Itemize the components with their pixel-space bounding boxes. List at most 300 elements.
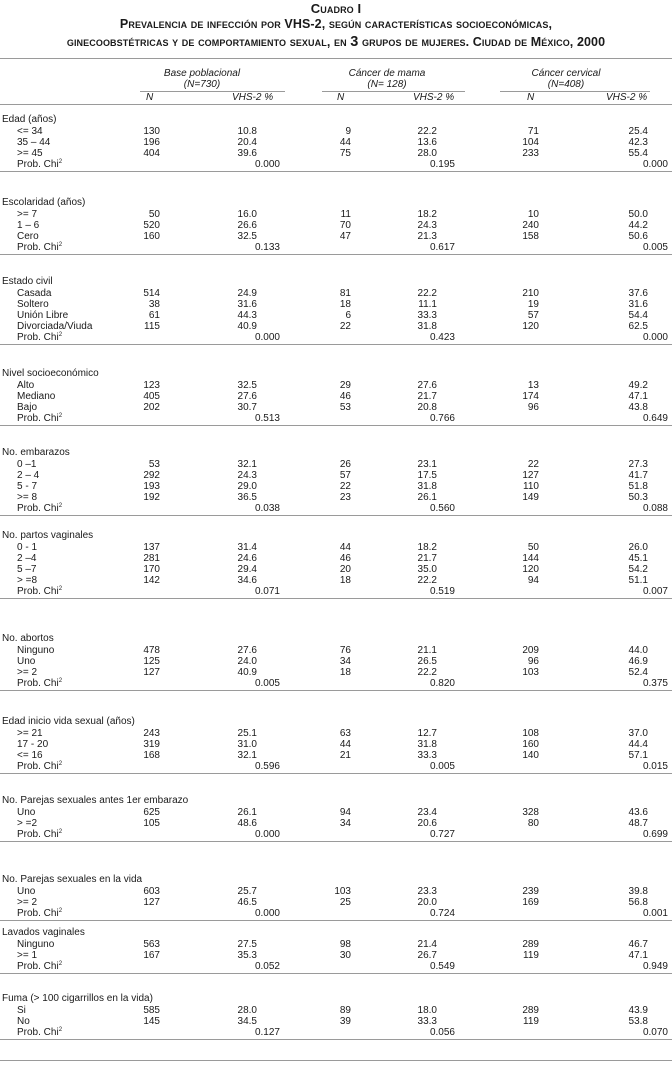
vhs-pct-cell: 25.4 bbox=[628, 126, 648, 137]
vhs-pct-cell: 28.0 bbox=[237, 1005, 257, 1016]
group-name: Cáncer cervical bbox=[531, 68, 601, 79]
n-cell: 34 bbox=[339, 656, 351, 667]
vhs-pct-cell: 43.8 bbox=[628, 402, 648, 413]
vhs-pct-cell: 13.6 bbox=[417, 137, 437, 148]
section-rule bbox=[0, 690, 672, 691]
prob-chi-text: Prob. Chi bbox=[17, 586, 59, 597]
n-cell: 103 bbox=[334, 886, 351, 897]
prob-chi-label bbox=[17, 761, 62, 772]
vhs-pct-cell: 26.7 bbox=[417, 950, 437, 961]
row-label: 5 - 7 bbox=[17, 481, 38, 492]
n-cell: 120 bbox=[522, 321, 539, 332]
vhs-pct-cell: 20.8 bbox=[417, 402, 437, 413]
vhs-pct-cell: 27.6 bbox=[237, 645, 257, 656]
section-title: No. partos vaginales bbox=[2, 530, 94, 541]
group-n-total: (N=730) bbox=[183, 79, 221, 90]
prob-chi-text: Prob. Chi bbox=[17, 829, 59, 840]
prob-chi-text: Prob. Chi bbox=[17, 761, 59, 772]
vhs-pct-cell: 11.1 bbox=[418, 299, 437, 310]
vhs-pct-cell: 49.2 bbox=[628, 380, 648, 391]
prob-chi-superscript: 2 bbox=[58, 908, 63, 914]
n-cell: 125 bbox=[143, 656, 160, 667]
vhs-pct-cell: 10.8 bbox=[237, 126, 257, 137]
n-cell: 169 bbox=[522, 897, 539, 908]
row-label: >= 1 bbox=[17, 950, 38, 961]
n-cell: 405 bbox=[143, 391, 160, 402]
vhs-pct-cell: 23.3 bbox=[417, 886, 437, 897]
n-cell: 108 bbox=[522, 728, 539, 739]
prob-chi-label bbox=[17, 503, 62, 514]
section-rule bbox=[0, 254, 672, 255]
vhs-pct-cell: 29.4 bbox=[237, 564, 257, 575]
prob-chi-value: 0.727 bbox=[429, 829, 455, 840]
prob-chi-label bbox=[17, 242, 62, 253]
prob-chi-superscript: 2 bbox=[58, 761, 63, 767]
prob-chi-value: 0.000 bbox=[642, 159, 668, 170]
n-cell: 233 bbox=[522, 148, 539, 159]
n-cell: 34 bbox=[339, 818, 351, 829]
n-cell: 603 bbox=[143, 886, 160, 897]
vhs-pct-cell: 34.5 bbox=[237, 1016, 257, 1027]
prob-chi-label bbox=[17, 413, 62, 424]
n-cell: 96 bbox=[527, 402, 539, 413]
section-rule bbox=[0, 171, 672, 172]
section-title: No. Parejas sexuales antes 1er embarazo bbox=[2, 795, 189, 806]
n-cell: 170 bbox=[143, 564, 160, 575]
vhs-pct-cell: 37.0 bbox=[628, 728, 648, 739]
vhs-pct-cell: 22.2 bbox=[417, 126, 437, 137]
n-cell: 96 bbox=[527, 656, 539, 667]
vhs-pct-cell: 52.4 bbox=[628, 667, 648, 678]
row-label: >= 8 bbox=[17, 492, 38, 503]
vhs-pct-cell: 44.0 bbox=[628, 645, 648, 656]
n-cell: 202 bbox=[143, 402, 160, 413]
vhs-pct-cell: 21.7 bbox=[417, 553, 437, 564]
vhs-pct-cell: 54.2 bbox=[628, 564, 648, 575]
n-cell: 514 bbox=[143, 288, 160, 299]
prob-chi-value: 0.015 bbox=[642, 761, 668, 772]
n-cell: 18 bbox=[339, 575, 351, 586]
title-text-b: grupos de mujeres. Ciudad de México, 2000 bbox=[358, 35, 606, 49]
vhs-pct-cell: 50.6 bbox=[628, 231, 648, 242]
vhs-pct-cell: 47.1 bbox=[628, 391, 648, 402]
row-label: Soltero bbox=[17, 299, 49, 310]
vhs-pct-cell: 24.6 bbox=[237, 553, 257, 564]
n-cell: 110 bbox=[523, 481, 539, 492]
row-label: <= 34 bbox=[17, 126, 43, 137]
vhs-pct-cell: 40.9 bbox=[237, 667, 257, 678]
n-cell: 26 bbox=[339, 459, 351, 470]
row-label: Ninguno bbox=[17, 645, 55, 656]
vhs-pct-cell: 37.6 bbox=[628, 288, 648, 299]
prob-chi-text: Prob. Chi bbox=[17, 961, 59, 972]
n-cell: 53 bbox=[339, 402, 351, 413]
row-label: 2 –4 bbox=[17, 553, 37, 564]
vhs-pct-cell: 17.5 bbox=[417, 470, 437, 481]
prob-chi-value: 0.423 bbox=[429, 332, 455, 343]
vhs-pct-cell: 40.9 bbox=[237, 321, 257, 332]
vhs-pct-cell: 12.7 bbox=[417, 728, 437, 739]
section-title: Edad (años) bbox=[2, 114, 57, 125]
n-cell: 44 bbox=[339, 542, 351, 553]
n-cell: 44 bbox=[339, 739, 351, 750]
n-cell: 9 bbox=[345, 126, 351, 137]
subheader-vhs-mama: VHS-2 % bbox=[413, 92, 455, 103]
prob-chi-value: 0.088 bbox=[642, 503, 668, 514]
prob-chi-superscript: 2 bbox=[58, 332, 63, 338]
n-cell: 71 bbox=[527, 126, 539, 137]
vhs-pct-cell: 26.6 bbox=[237, 220, 257, 231]
n-cell: 168 bbox=[143, 750, 160, 761]
vhs-pct-cell: 46.7 bbox=[628, 939, 648, 950]
row-label: >= 2 bbox=[17, 667, 38, 678]
section-rule bbox=[0, 425, 672, 426]
row-label: 35 – 44 bbox=[17, 137, 51, 148]
prob-chi-value: 0.133 bbox=[254, 242, 280, 253]
prob-chi-text: Prob. Chi bbox=[17, 242, 59, 253]
vhs-pct-cell: 25.7 bbox=[237, 886, 257, 897]
prob-chi-value: 0.596 bbox=[254, 761, 280, 772]
prob-chi-value: 0.766 bbox=[429, 413, 455, 424]
row-label: >= 7 bbox=[17, 209, 38, 220]
n-cell: 10 bbox=[527, 209, 539, 220]
n-cell: 22 bbox=[527, 459, 539, 470]
section-rule bbox=[0, 344, 672, 345]
title-text-a: ginecoobstétricas y de comportamiento sexual, en bbox=[66, 35, 351, 49]
subheader-n-mama: N bbox=[337, 92, 345, 103]
section-rule bbox=[0, 1039, 672, 1040]
vhs-pct-cell: 20.4 bbox=[237, 137, 257, 148]
group-n-total: (N= 128) bbox=[367, 79, 407, 90]
vhs-pct-cell: 31.8 bbox=[417, 321, 437, 332]
vhs-pct-cell: 26.5 bbox=[417, 656, 437, 667]
vhs-pct-cell: 20.6 bbox=[417, 818, 437, 829]
n-cell: 563 bbox=[143, 939, 160, 950]
row-label: Si bbox=[17, 1005, 26, 1016]
n-cell: 140 bbox=[522, 750, 539, 761]
n-cell: 160 bbox=[143, 231, 160, 242]
vhs-pct-cell: 39.6 bbox=[237, 148, 257, 159]
vhs-pct-cell: 46.9 bbox=[628, 656, 648, 667]
n-cell: 105 bbox=[143, 818, 160, 829]
prob-chi-text: Prob. Chi bbox=[17, 1027, 59, 1038]
n-cell: 19 bbox=[527, 299, 539, 310]
vhs-pct-cell: 48.7 bbox=[628, 818, 648, 829]
vhs-pct-cell: 55.4 bbox=[628, 148, 648, 159]
n-cell: 625 bbox=[143, 807, 160, 818]
row-label: >= 2 bbox=[17, 897, 38, 908]
prob-chi-superscript: 2 bbox=[58, 503, 63, 509]
n-cell: 80 bbox=[527, 818, 539, 829]
prob-chi-value: 0.724 bbox=[429, 908, 455, 919]
section-rule bbox=[0, 773, 672, 774]
prob-chi-value: 0.560 bbox=[429, 503, 455, 514]
prob-chi-label bbox=[17, 829, 62, 840]
section-title: Estado civil bbox=[2, 276, 53, 287]
vhs-pct-cell: 31.6 bbox=[237, 299, 257, 310]
vhs-pct-cell: 34.6 bbox=[237, 575, 257, 586]
n-cell: 70 bbox=[339, 220, 351, 231]
vhs-pct-cell: 22.2 bbox=[417, 667, 437, 678]
row-label: Unión Libre bbox=[17, 310, 69, 321]
row-label: 17 - 20 bbox=[17, 739, 49, 750]
n-cell: 75 bbox=[339, 148, 351, 159]
vhs-pct-cell: 24.3 bbox=[417, 220, 437, 231]
n-cell: 39 bbox=[339, 1016, 351, 1027]
prob-chi-text: Prob. Chi bbox=[17, 413, 59, 424]
vhs-pct-cell: 31.4 bbox=[237, 542, 257, 553]
row-label: Divorciada/Viuda bbox=[17, 321, 93, 332]
row-label: Cero bbox=[17, 231, 39, 242]
n-cell: 46 bbox=[339, 553, 351, 564]
section-rule bbox=[0, 973, 672, 974]
section-rule bbox=[0, 515, 672, 516]
n-cell: 142 bbox=[143, 575, 160, 586]
table-title-line-1: Prevalencia de infección por VHS-2, según características socioeconómicas, bbox=[119, 17, 553, 31]
n-cell: 98 bbox=[339, 939, 351, 950]
section-title: No. embarazos bbox=[2, 447, 70, 458]
prob-chi-value: 0.000 bbox=[254, 332, 280, 343]
n-cell: 63 bbox=[339, 728, 351, 739]
n-cell: 22 bbox=[339, 481, 351, 492]
prob-chi-value: 0.038 bbox=[254, 503, 280, 514]
n-cell: 50 bbox=[148, 209, 160, 220]
n-cell: 289 bbox=[522, 1005, 539, 1016]
prob-chi-label bbox=[17, 586, 62, 597]
n-cell: 210 bbox=[522, 288, 539, 299]
n-cell: 192 bbox=[143, 492, 160, 503]
vhs-pct-cell: 25.1 bbox=[237, 728, 257, 739]
section-title: Nivel socioeconómico bbox=[2, 368, 99, 379]
row-label: 2 – 4 bbox=[17, 470, 40, 481]
row-label: Ninguno bbox=[17, 939, 55, 950]
vhs-pct-cell: 27.6 bbox=[237, 391, 257, 402]
prob-chi-value: 0.071 bbox=[254, 586, 280, 597]
n-cell: 53 bbox=[148, 459, 160, 470]
n-cell: 57 bbox=[339, 470, 351, 481]
n-cell: 103 bbox=[522, 667, 539, 678]
n-cell: 127 bbox=[522, 470, 539, 481]
table-bottom-rule bbox=[0, 1060, 672, 1061]
vhs-pct-cell: 21.7 bbox=[417, 391, 437, 402]
n-cell: 44 bbox=[339, 137, 351, 148]
prob-chi-value: 0.000 bbox=[254, 159, 280, 170]
n-cell: 478 bbox=[143, 645, 160, 656]
vhs-pct-cell: 22.2 bbox=[417, 575, 437, 586]
prob-chi-value: 0.127 bbox=[254, 1027, 280, 1038]
row-label: >= 21 bbox=[17, 728, 43, 739]
n-cell: 11 bbox=[340, 209, 351, 220]
n-cell: 289 bbox=[522, 939, 539, 950]
prob-chi-value: 0.005 bbox=[254, 678, 280, 689]
prob-chi-text: Prob. Chi bbox=[17, 503, 59, 514]
vhs-pct-cell: 30.7 bbox=[237, 402, 257, 413]
row-label: <= 16 bbox=[17, 750, 43, 761]
prob-chi-label bbox=[17, 961, 62, 972]
row-label: Uno bbox=[17, 807, 36, 818]
prob-chi-value: 0.699 bbox=[642, 829, 668, 840]
vhs-pct-cell: 33.3 bbox=[417, 310, 437, 321]
n-cell: 167 bbox=[143, 950, 160, 961]
row-label: Mediano bbox=[17, 391, 56, 402]
n-cell: 319 bbox=[143, 739, 160, 750]
vhs-pct-cell: 22.2 bbox=[417, 288, 437, 299]
prob-chi-superscript: 2 bbox=[58, 242, 63, 248]
prob-chi-value: 0.000 bbox=[642, 332, 668, 343]
n-cell: 6 bbox=[345, 310, 351, 321]
prob-chi-superscript: 2 bbox=[58, 961, 63, 967]
vhs-pct-cell: 24.9 bbox=[237, 288, 257, 299]
vhs-pct-cell: 44.2 bbox=[628, 220, 648, 231]
prob-chi-value: 0.001 bbox=[642, 908, 668, 919]
n-cell: 585 bbox=[143, 1005, 160, 1016]
prob-chi-text: Prob. Chi bbox=[17, 908, 59, 919]
prob-chi-value: 0.949 bbox=[642, 961, 668, 972]
vhs-pct-cell: 18.2 bbox=[417, 542, 437, 553]
row-label: Casada bbox=[17, 288, 52, 299]
section-title: No. Parejas sexuales en la vida bbox=[2, 874, 143, 885]
section-rule bbox=[0, 598, 672, 599]
header-bottom-rule bbox=[0, 104, 672, 105]
n-cell: 149 bbox=[522, 492, 539, 503]
prob-chi-value: 0.513 bbox=[254, 413, 280, 424]
row-label: 1 – 6 bbox=[17, 220, 40, 231]
prob-chi-value: 0.519 bbox=[429, 586, 455, 597]
vhs-pct-cell: 57.1 bbox=[628, 750, 648, 761]
vhs-pct-cell: 43.9 bbox=[628, 1005, 648, 1016]
row-label: > =2 bbox=[17, 818, 38, 829]
vhs-pct-cell: 23.4 bbox=[417, 807, 437, 818]
prob-chi-label bbox=[17, 1027, 62, 1038]
vhs-pct-cell: 18.0 bbox=[417, 1005, 437, 1016]
row-label: Uno bbox=[17, 656, 36, 667]
n-cell: 404 bbox=[143, 148, 160, 159]
row-label: 0 –1 bbox=[17, 459, 37, 470]
subheader-vhs-cervical: VHS-2 % bbox=[606, 92, 648, 103]
n-cell: 158 bbox=[522, 231, 539, 242]
n-cell: 127 bbox=[143, 667, 160, 678]
n-cell: 119 bbox=[523, 1016, 539, 1027]
title-group-count: 3 bbox=[350, 34, 359, 50]
n-cell: 57 bbox=[527, 310, 539, 321]
vhs-pct-cell: 43.6 bbox=[628, 807, 648, 818]
prob-chi-value: 0.005 bbox=[642, 242, 668, 253]
n-cell: 20 bbox=[339, 564, 351, 575]
n-cell: 30 bbox=[339, 950, 351, 961]
n-cell: 94 bbox=[527, 575, 539, 586]
n-cell: 18 bbox=[339, 299, 351, 310]
vhs-pct-cell: 53.8 bbox=[628, 1016, 648, 1027]
vhs-pct-cell: 31.6 bbox=[628, 299, 648, 310]
section-title: No. abortos bbox=[2, 633, 54, 644]
vhs-pct-cell: 36.5 bbox=[237, 492, 257, 503]
prob-chi-superscript: 2 bbox=[58, 829, 63, 835]
n-cell: 89 bbox=[339, 1005, 351, 1016]
n-cell: 292 bbox=[143, 470, 160, 481]
vhs-pct-cell: 48.6 bbox=[237, 818, 257, 829]
vhs-pct-cell: 31.8 bbox=[417, 739, 437, 750]
vhs-pct-cell: 31.8 bbox=[417, 481, 437, 492]
vhs-pct-cell: 45.1 bbox=[628, 553, 648, 564]
group-header-mama bbox=[317, 68, 457, 90]
prob-chi-value: 0.056 bbox=[429, 1027, 455, 1038]
prob-chi-label bbox=[17, 678, 62, 689]
prob-chi-value: 0.070 bbox=[642, 1027, 668, 1038]
group-n-total: (N=408) bbox=[547, 79, 585, 90]
vhs-pct-cell: 33.3 bbox=[417, 1016, 437, 1027]
vhs-pct-cell: 21.3 bbox=[417, 231, 437, 242]
n-cell: 281 bbox=[143, 553, 160, 564]
n-cell: 196 bbox=[143, 137, 160, 148]
prob-chi-label bbox=[17, 908, 62, 919]
vhs-pct-cell: 31.0 bbox=[237, 739, 257, 750]
vhs-pct-cell: 50.0 bbox=[628, 209, 648, 220]
header-top-rule bbox=[0, 58, 672, 59]
n-cell: 130 bbox=[143, 126, 160, 137]
vhs-pct-cell: 41.7 bbox=[628, 470, 648, 481]
n-cell: 123 bbox=[143, 380, 160, 391]
vhs-pct-cell: 35.0 bbox=[417, 564, 437, 575]
subheader-n-cervical: N bbox=[527, 92, 535, 103]
prob-chi-value: 0.005 bbox=[429, 761, 455, 772]
row-label: 5 –7 bbox=[17, 564, 37, 575]
subheader-vhs-base: VHS-2 % bbox=[232, 92, 274, 103]
vhs-pct-cell: 35.3 bbox=[237, 950, 257, 961]
prob-chi-superscript: 2 bbox=[58, 678, 63, 684]
vhs-pct-cell: 21.1 bbox=[417, 645, 437, 656]
vhs-pct-cell: 27.5 bbox=[237, 939, 257, 950]
vhs-pct-cell: 50.3 bbox=[628, 492, 648, 503]
row-label: Uno bbox=[17, 886, 36, 897]
vhs-pct-cell: 39.8 bbox=[628, 886, 648, 897]
n-cell: 520 bbox=[143, 220, 160, 231]
section-title: Fuma (> 100 cigarrillos en la vida) bbox=[2, 993, 153, 1004]
vhs-pct-cell: 42.3 bbox=[628, 137, 648, 148]
prob-chi-label bbox=[17, 332, 62, 343]
vhs-pct-cell: 32.1 bbox=[237, 459, 257, 470]
vhs-pct-cell: 51.8 bbox=[628, 481, 648, 492]
n-cell: 127 bbox=[143, 897, 160, 908]
prob-chi-label bbox=[17, 159, 62, 170]
vhs-pct-cell: 51.1 bbox=[628, 575, 648, 586]
prob-chi-value: 0.000 bbox=[254, 908, 280, 919]
vhs-pct-cell: 44.3 bbox=[237, 310, 257, 321]
prob-chi-text: Prob. Chi bbox=[17, 159, 59, 170]
row-label: No bbox=[17, 1016, 30, 1027]
n-cell: 47 bbox=[339, 231, 351, 242]
n-cell: 193 bbox=[143, 481, 160, 492]
table-title-line-2 bbox=[0, 34, 672, 50]
table-number: Cuadro I bbox=[310, 1, 362, 16]
row-label: Bajo bbox=[17, 402, 38, 413]
n-cell: 104 bbox=[522, 137, 539, 148]
vhs-pct-cell: 16.0 bbox=[237, 209, 257, 220]
n-cell: 160 bbox=[522, 739, 539, 750]
vhs-pct-cell: 29.0 bbox=[237, 481, 257, 492]
prob-chi-superscript: 2 bbox=[58, 413, 63, 419]
section-rule bbox=[0, 841, 672, 842]
prob-chi-superscript: 2 bbox=[58, 586, 63, 592]
vhs-pct-cell: 28.0 bbox=[417, 148, 437, 159]
prob-chi-value: 0.549 bbox=[429, 961, 455, 972]
vhs-pct-cell: 18.2 bbox=[417, 209, 437, 220]
n-cell: 119 bbox=[523, 950, 539, 961]
n-cell: 21 bbox=[339, 750, 351, 761]
prob-chi-value: 0.195 bbox=[429, 159, 455, 170]
row-label: 0 - 1 bbox=[17, 542, 38, 553]
section-title: Lavados vaginales bbox=[2, 927, 85, 938]
n-cell: 76 bbox=[339, 645, 351, 656]
